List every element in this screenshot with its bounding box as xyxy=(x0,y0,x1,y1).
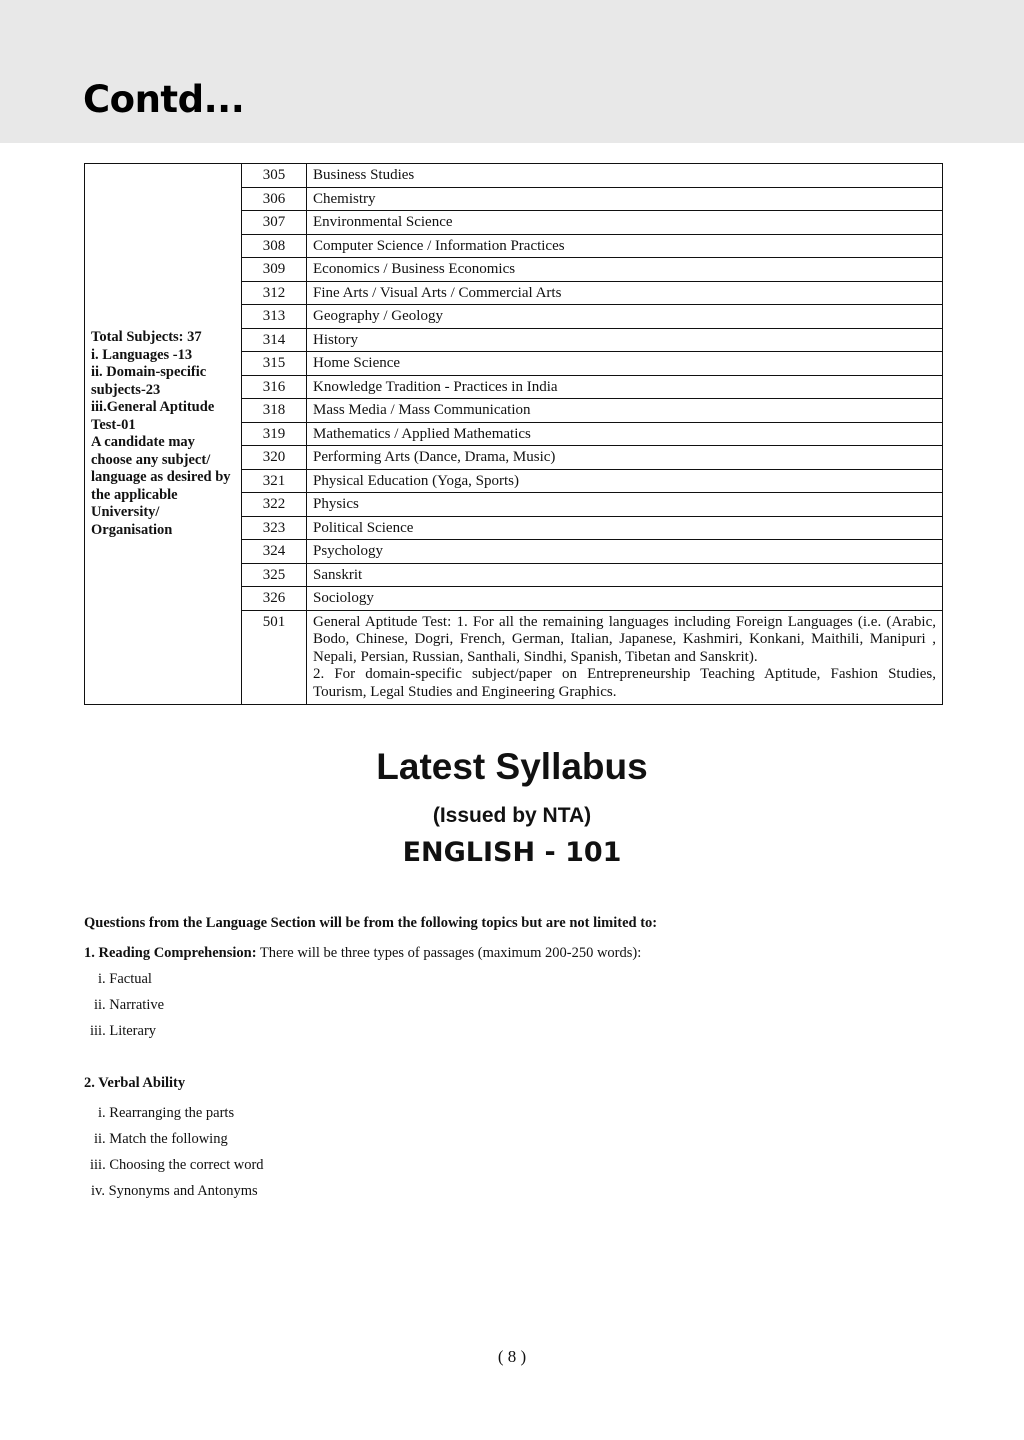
section-verbal-ability: 2. Verbal Ability xyxy=(84,1075,186,1091)
subject-name: Mathematics / Applied Mathematics xyxy=(307,422,943,446)
subject-name: Computer Science / Information Practices xyxy=(307,234,943,258)
syllabus-subtitle: (Issued by NTA) xyxy=(432,804,592,827)
section-heading: 1. Reading Comprehension: xyxy=(84,945,257,961)
subject-code: 316 xyxy=(242,375,307,399)
list-item: ii. Narrative xyxy=(94,997,165,1013)
section-description: There will be three types of passages (maximum 200-250 words): xyxy=(256,945,642,961)
subject-code: 326 xyxy=(242,587,307,611)
subject-code: 320 xyxy=(242,446,307,470)
subject-code: 312 xyxy=(242,281,307,305)
list-item: iv. Synonyms and Antonyms xyxy=(91,1183,258,1199)
subject-code: 324 xyxy=(242,540,307,564)
subject-code: 314 xyxy=(242,328,307,352)
subject-name: General Aptitude Test: 1. For all the remaining languages including Foreign Languages (i.e. (Arabic, Bodo, Chinese, Dogri, French, German, Italian, Japanese, Kashmiri, Konkani, Maithili, Manipuri , Nepali, Persian, Russian, Santhali, Sindhi, Spanish, Tibetan and Sanskrit). 2. For domain-specific subject/paper on Entrepreneurship Teaching Aptitude, Fashion Studies, Tourism, Legal Studies and Engineering Graphics. xyxy=(307,610,943,705)
subject-name: Performing Arts (Dance, Drama, Music) xyxy=(307,446,943,470)
subjects-table-body xyxy=(85,164,943,705)
subject-name: Environmental Science xyxy=(307,211,943,235)
subject-code: 306 xyxy=(242,187,307,211)
subject-code: 319 xyxy=(242,422,307,446)
subject-name: Sociology xyxy=(307,587,943,611)
subject-code: 307 xyxy=(242,211,307,235)
subject-code: 309 xyxy=(242,258,307,282)
subject-name: Mass Media / Mass Communication xyxy=(307,399,943,423)
subject-code: 308 xyxy=(242,234,307,258)
list-item: i. Factual xyxy=(98,971,152,987)
subject-name: Economics / Business Economics xyxy=(307,258,943,282)
subject-name: Geography / Geology xyxy=(307,305,943,329)
subject-code: 305 xyxy=(242,164,307,188)
subject-name: Psychology xyxy=(307,540,943,564)
list-item: ii. Match the following xyxy=(94,1131,228,1147)
subject-name: Home Science xyxy=(307,352,943,376)
list-item: iii. Choosing the correct word xyxy=(90,1157,264,1173)
subject-name: Knowledge Tradition - Practices in India xyxy=(307,375,943,399)
subject-name: Sanskrit xyxy=(307,563,943,587)
subject-code: 313 xyxy=(242,305,307,329)
syllabus-intro: Questions from the Language Section will be from the following topics but are not limited to: xyxy=(84,915,658,931)
subject-name: Chemistry xyxy=(307,187,943,211)
table-row xyxy=(85,164,943,188)
page-title: Contd... xyxy=(83,78,245,121)
subject-name: Fine Arts / Visual Arts / Commercial Arts xyxy=(307,281,943,305)
subject-name: History xyxy=(307,328,943,352)
subject-code: 501 xyxy=(242,610,307,705)
subjects-summary: Total Subjects: 37 i. Languages -13 ii. Domain-specific subjects-23 iii.General Aptitude Test-01 A candidate may choose any subject/ language as desired by the applicable University/ Organisation xyxy=(85,164,242,705)
subject-name: Physics xyxy=(307,493,943,517)
subject-code: 321 xyxy=(242,469,307,493)
syllabus-title: Latest Syllabus xyxy=(376,746,648,787)
subject-code: 323 xyxy=(242,516,307,540)
subjects-table xyxy=(84,163,943,705)
subject-code: 315 xyxy=(242,352,307,376)
page-number: ( 8 ) xyxy=(497,1347,527,1366)
subject-code: 322 xyxy=(242,493,307,517)
list-item: iii. Literary xyxy=(90,1023,157,1039)
section-reading-comprehension xyxy=(84,943,641,963)
subject-name: Physical Education (Yoga, Sports) xyxy=(307,469,943,493)
subject-heading: ENGLISH - 101 xyxy=(402,837,622,868)
subject-name: Business Studies xyxy=(307,164,943,188)
subject-name: Political Science xyxy=(307,516,943,540)
list-item: i. Rearranging the parts xyxy=(98,1105,235,1121)
subject-code: 318 xyxy=(242,399,307,423)
subject-code: 325 xyxy=(242,563,307,587)
